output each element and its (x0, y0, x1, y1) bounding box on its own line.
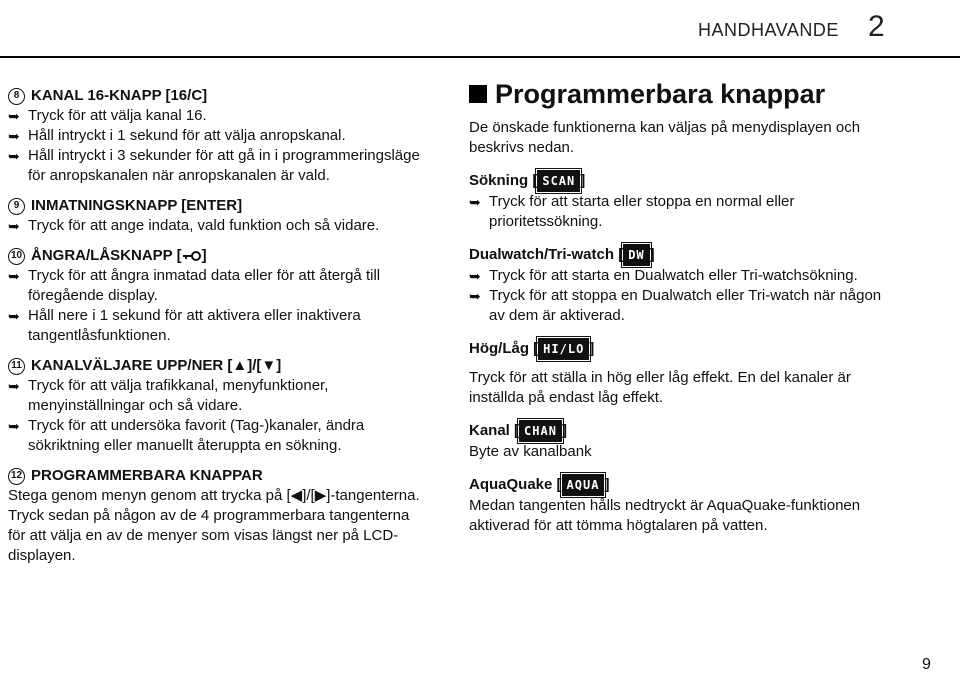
page-number: 9 (922, 656, 931, 673)
arrow-bullet-icon: ➥ (469, 268, 481, 284)
section-9-number: 9 (8, 198, 25, 215)
section-9-title: INMATNINGSKNAPP [ENTER] (31, 197, 243, 214)
arrow-bullet-icon: ➥ (8, 378, 20, 394)
arrow-bullet-icon: ➥ (8, 218, 20, 234)
arrow-bullet-icon: ➥ (8, 128, 20, 144)
list-item: ➥ Tryck för att starta en Dualwatch eller Tri-watchsökning. (469, 267, 858, 284)
section-12 (8, 466, 426, 566)
left-column (8, 86, 426, 566)
header-title: HANDHAVANDE (698, 20, 839, 40)
list-item: ➥ Tryck för att stoppa en Dualwatch eller Tri-watch när någon av dem är aktiverad. (469, 287, 882, 324)
aqua-heading: AquaQuake [ AQUA ] (469, 474, 899, 496)
list-item: ➥ Tryck för att undersöka favorit (Tag-)kanaler, ändra sökriktning eller manuellt återuppta en sökning. (8, 417, 365, 454)
section-11 (8, 356, 426, 456)
section-title: Programmerbara knappar (495, 79, 826, 109)
section-8 (8, 86, 426, 186)
section-12-heading (8, 466, 426, 486)
scan-heading: Sökning [ SCAN ] (469, 170, 899, 192)
aqua-lcd-label: AQUA (562, 474, 605, 496)
hilo-body: Tryck för att ställa in hög eller låg effekt. En del kanaler är inställda på endast låg effekt. (469, 369, 851, 406)
key-lock-icon (182, 250, 202, 262)
list-item: ➥ Håll intryckt i 1 sekund för att välja anropskanal. (8, 127, 346, 144)
chan-heading: Kanal [ CHAN ] (469, 420, 899, 442)
section-12-body: Stega genom menyn genom att trycka på [◀]/[▶]-tangenterna. Tryck sedan på någon av de 4 programmerbara tangenterna för att välja en av de menyer som visas längst ner på LCD-displayen. (8, 487, 420, 564)
aqua-body: Medan tangenten hålls nedtryckt är AquaQuake-funktionen aktiverad för att tömma högtalaren på vatten. (469, 497, 861, 534)
section-10-heading (8, 246, 426, 266)
section-11-heading (8, 356, 426, 376)
arrow-bullet-icon: ➥ (8, 268, 20, 284)
section-9-heading (8, 196, 426, 216)
list-item: ➥ Håll intryckt i 3 sekunder för att gå in i programmeringsläge för anropskanalen när anropskanalen är vald. (8, 147, 420, 184)
section-8-heading (8, 86, 426, 106)
list-item: ➥ Tryck för att ange indata, vald funktion och så vidare. (8, 217, 380, 234)
section-12-title: PROGRAMMERBARA KNAPPAR (31, 467, 263, 484)
section-10-number: 10 (8, 248, 25, 265)
list-item: ➥ Tryck för att starta eller stoppa en normal eller prioritetssökning. (469, 193, 795, 230)
list-item: ➥ Tryck för att välja kanal 16. (8, 107, 207, 124)
right-column (469, 79, 899, 536)
section-10 (8, 246, 426, 346)
list-item: ➥ Håll nere i 1 sekund för att aktivera eller inaktivera tangentlåsfunktionen. (8, 307, 361, 344)
chan-lcd-label: CHAN (519, 420, 562, 442)
chapter-number: 2 (868, 10, 885, 43)
arrow-bullet-icon: ➥ (8, 308, 20, 324)
arrow-bullet-icon: ➥ (469, 288, 481, 304)
arrow-bullet-icon: ➥ (469, 194, 481, 210)
dw-heading: Dualwatch/Tri-watch [ DW ] (469, 244, 899, 266)
section-11-title: KANALVÄLJARE UPP/NER [▲]/[▼] (31, 357, 282, 374)
scan-lcd-label: SCAN (537, 170, 580, 192)
section-10-title: ÅNGRA/LÅSKNAPP [ ] (31, 247, 207, 264)
square-bullet-icon (469, 85, 487, 103)
hilo-heading: Hög/Låg [ HI/LO ] (469, 338, 899, 360)
section-8-number: 8 (8, 88, 25, 105)
section-8-title: KANAL 16-KNAPP [16/C] (31, 87, 208, 104)
list-item: ➥ Tryck för att ångra inmatad data eller för att återgå till föregående display. (8, 267, 381, 304)
section-11-number: 11 (8, 358, 25, 375)
arrow-bullet-icon: ➥ (8, 418, 20, 434)
chan-body: Byte av kanalbank (469, 443, 592, 460)
arrow-bullet-icon: ➥ (8, 108, 20, 124)
list-item: ➥ Tryck för att välja trafikkanal, menyfunktioner, menyinställningar och så vidare. (8, 377, 329, 414)
header-rule (0, 56, 960, 58)
section-9 (8, 196, 426, 236)
section-12-number: 12 (8, 468, 25, 485)
intro-text: De önskade funktionerna kan väljas på menydisplayen och beskrivs nedan. (469, 119, 861, 156)
arrow-bullet-icon: ➥ (8, 148, 20, 164)
dw-lcd-label: DW (623, 244, 649, 266)
hilo-lcd-label: HI/LO (538, 338, 589, 360)
section-heading (469, 79, 899, 109)
